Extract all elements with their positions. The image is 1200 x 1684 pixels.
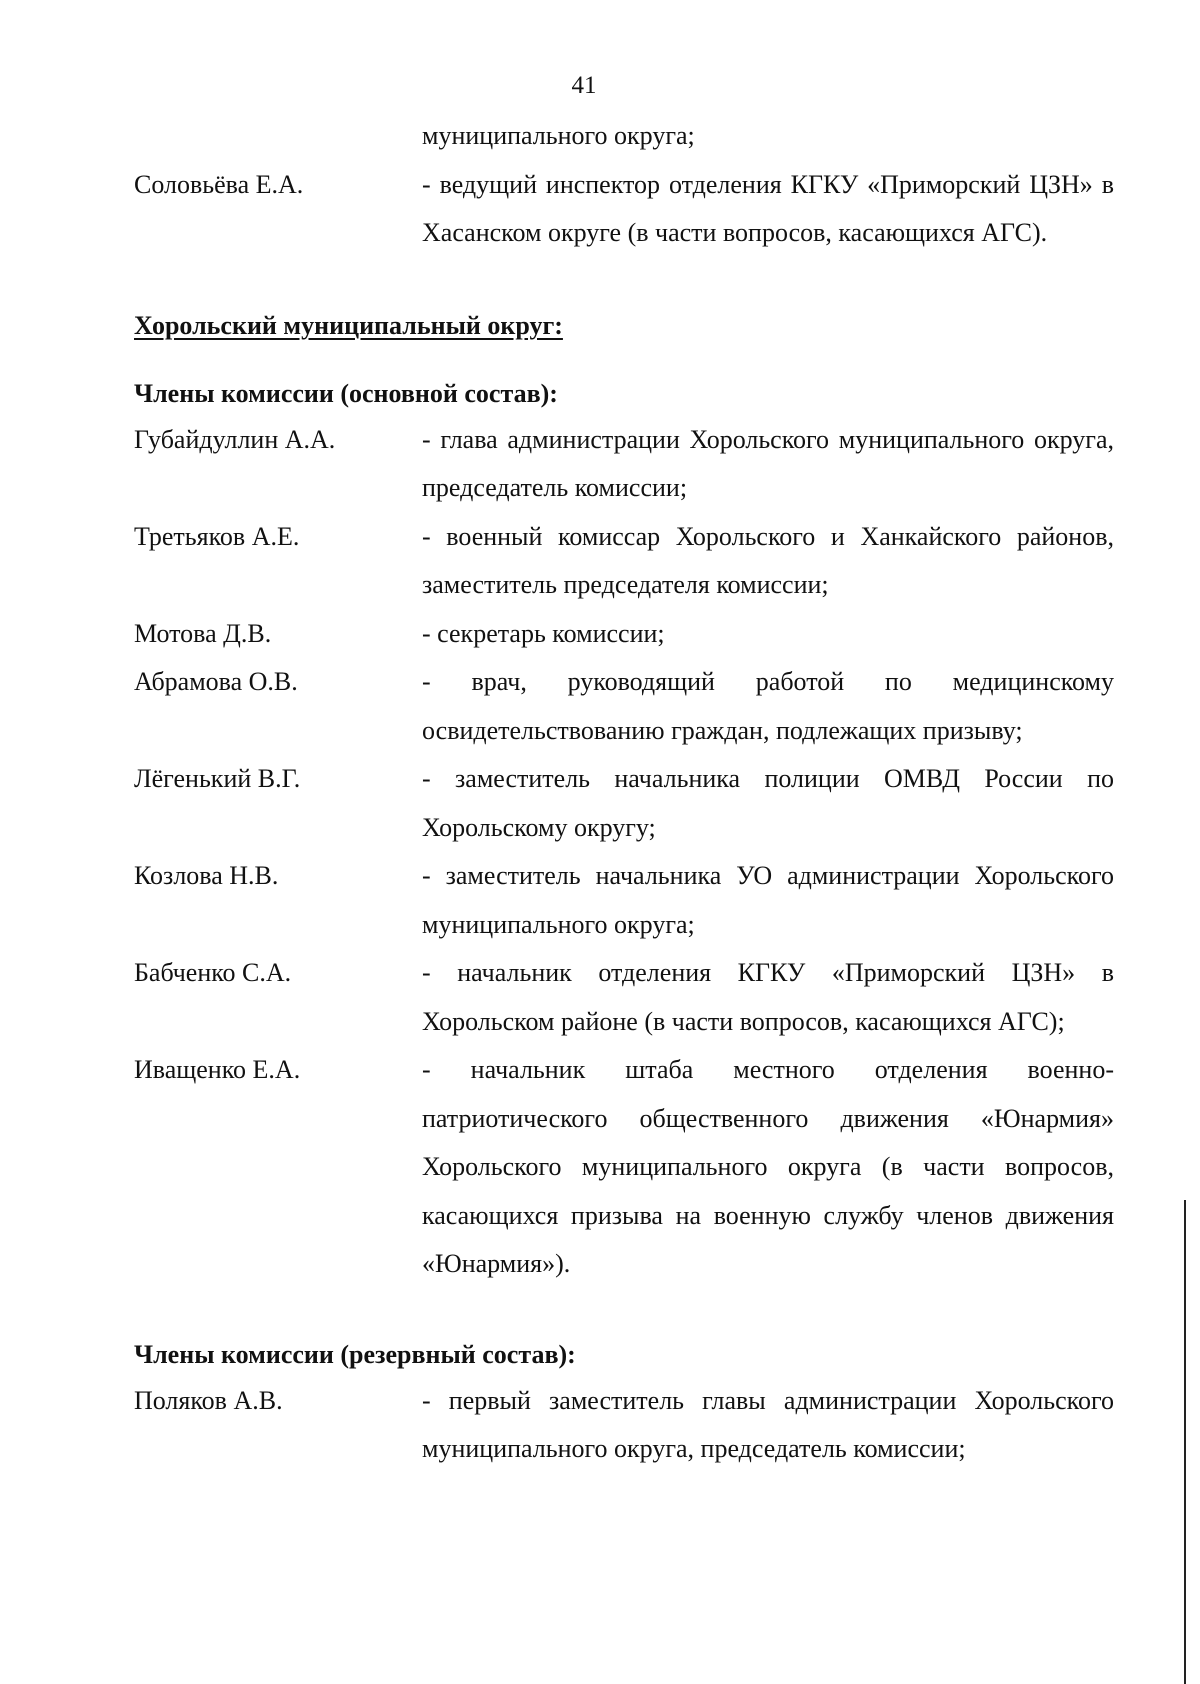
document-body bbox=[134, 112, 1114, 1474]
member-name: Мотова Д.В. bbox=[134, 618, 272, 648]
member-row bbox=[134, 610, 1114, 659]
member-name: Лёгенький В.Г. bbox=[134, 764, 301, 793]
member-name: Соловьёва Е.А. bbox=[134, 169, 304, 199]
member-name: Бабченко С.А. bbox=[134, 958, 292, 987]
section-title: Хорольский муниципальный округ: bbox=[134, 310, 563, 340]
scan-edge-line bbox=[1184, 1200, 1186, 1684]
member-role: - врач, руководящий работой по медицинскому освидетельствованию граждан, подлежащих призыву; bbox=[422, 667, 1114, 745]
member-name: Поляков А.В. bbox=[134, 1385, 283, 1415]
member-row bbox=[134, 1046, 1114, 1289]
member-role: - начальник отделения КГКУ «Приморский ЦЗН» в Хорольском районе (в части вопросов, касающихся АГС); bbox=[422, 958, 1114, 1036]
continuation-text: муниципального округа; bbox=[422, 121, 695, 150]
member-role: - заместитель начальника полиции ОМВД России по Хорольскому округу; bbox=[422, 764, 1114, 842]
member-name: Абрамова О.В. bbox=[134, 667, 298, 696]
page-number: 41 bbox=[571, 72, 597, 99]
member-role: - начальник штаба местного отделения военно-патриотического общественного движения «Юнармия» Хорольского муниципального округа (в части вопросов, касающихся призыва на военную службу членов движения «Юнармия»). bbox=[422, 1055, 1114, 1278]
reserve-members-heading: Члены комиссии (резервный состав): bbox=[134, 1339, 576, 1369]
member-row bbox=[134, 161, 1114, 258]
member-row bbox=[134, 852, 1114, 949]
member-row bbox=[134, 949, 1114, 1046]
member-name: Губайдуллин А.А. bbox=[134, 424, 336, 454]
member-name: Иващенко Е.А. bbox=[134, 1055, 301, 1084]
member-row bbox=[134, 658, 1114, 755]
member-row bbox=[134, 416, 1114, 513]
member-role: - военный комиссар Хорольского и Ханкайского районов, заместитель председателя комиссии; bbox=[422, 521, 1114, 599]
member-role: - секретарь комиссии; bbox=[422, 618, 665, 648]
member-role: - глава администрации Хорольского муниципального округа, председатель комиссии; bbox=[422, 424, 1114, 502]
member-row bbox=[134, 1377, 1114, 1474]
member-row bbox=[134, 513, 1114, 610]
main-members-heading: Члены комиссии (основной состав): bbox=[134, 378, 558, 408]
member-name: Третьяков А.Е. bbox=[134, 521, 300, 551]
member-role: - первый заместитель главы администрации Хорольского муниципального округа, председатель комиссии; bbox=[422, 1385, 1114, 1463]
member-name: Козлова Н.В. bbox=[134, 861, 279, 890]
member-row bbox=[134, 755, 1114, 852]
member-role: - ведущий инспектор отделения КГКУ «Приморский ЦЗН» в Хасанском округе (в части вопросов, касающихся АГС). bbox=[422, 169, 1114, 247]
member-role: - заместитель начальника УО администрации Хорольского муниципального округа; bbox=[422, 861, 1114, 939]
